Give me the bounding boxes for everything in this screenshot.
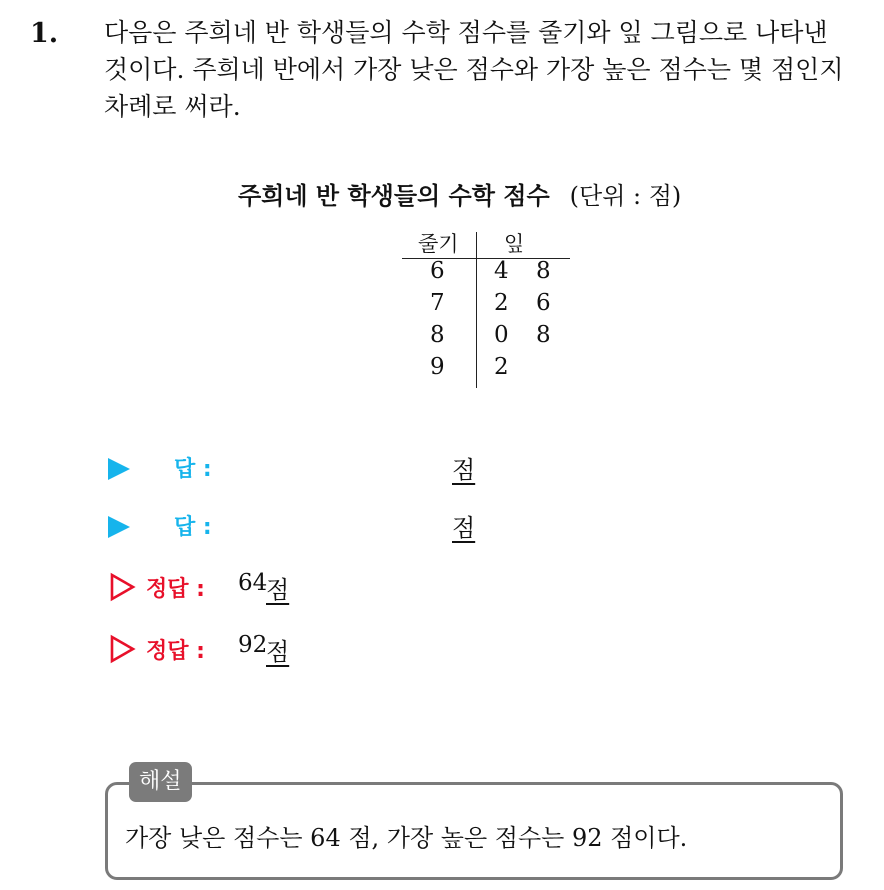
answer-row-2[interactable]: [108, 508, 528, 544]
table-unit: (단위 : 점): [569, 182, 682, 210]
stem-leaf-row: [400, 258, 570, 290]
answer-label: 답 :: [174, 457, 212, 482]
explanation-tag: 해설: [129, 762, 192, 802]
correct-value: 92: [238, 632, 268, 658]
stem-leaf-row: [400, 354, 570, 386]
triangle-outline-icon: [110, 572, 136, 602]
table-title-text: 주희네 반 학생들의 수학 점수: [238, 181, 550, 210]
stem-header: 줄기: [418, 232, 459, 256]
leaf-value: 2: [494, 354, 509, 380]
stem-value: 9: [430, 354, 445, 380]
correct-value: 64: [238, 570, 268, 596]
stem-value: 8: [430, 322, 445, 348]
leaf-header: 잎: [504, 232, 525, 256]
stem-leaf-row: [400, 322, 570, 354]
answer-unit: 점: [452, 456, 476, 484]
question-line: 것이다. 주희네 반에서 가장 낮은 점수와 가장 높은 점수는 몇 점인지: [104, 55, 844, 84]
question-text: [104, 14, 864, 125]
correct-answer-row-1: [110, 570, 510, 606]
question-line: 차례로 써라.: [104, 92, 241, 121]
correct-unit: 점: [266, 576, 290, 604]
explanation-text: 가장 낮은 점수는 64 점, 가장 높은 점수는 92 점이다.: [125, 824, 688, 852]
triangle-outline-icon: [110, 634, 136, 664]
leaf-value: 6: [536, 290, 551, 316]
triangle-right-icon: [108, 516, 130, 538]
question-number: 1.: [30, 18, 59, 49]
stem-leaf-row: [400, 290, 570, 322]
leaf-value: 8: [536, 322, 551, 348]
stem-value: 6: [430, 258, 445, 284]
stem-leaf-plot: [400, 228, 570, 390]
triangle-right-icon: [108, 458, 130, 480]
leaf-value: 8: [536, 258, 551, 284]
leaf-value: 4: [494, 258, 509, 284]
question-line: 다음은 주희네 반 학생들의 수학 점수를 줄기와 잎 그림으로 나타낸: [104, 18, 828, 47]
correct-label: 정답 :: [146, 639, 205, 664]
stem-value: 7: [430, 290, 445, 316]
answer-row-1[interactable]: [108, 450, 528, 486]
answer-unit: 점: [452, 514, 476, 542]
leaf-value: 0: [494, 322, 509, 348]
table-title: [238, 176, 681, 211]
answer-label: 답 :: [174, 515, 212, 540]
leaf-value: 2: [494, 290, 509, 316]
correct-label: 정답 :: [146, 577, 205, 602]
correct-unit: 점: [266, 638, 290, 666]
correct-answer-row-2: [110, 632, 510, 668]
